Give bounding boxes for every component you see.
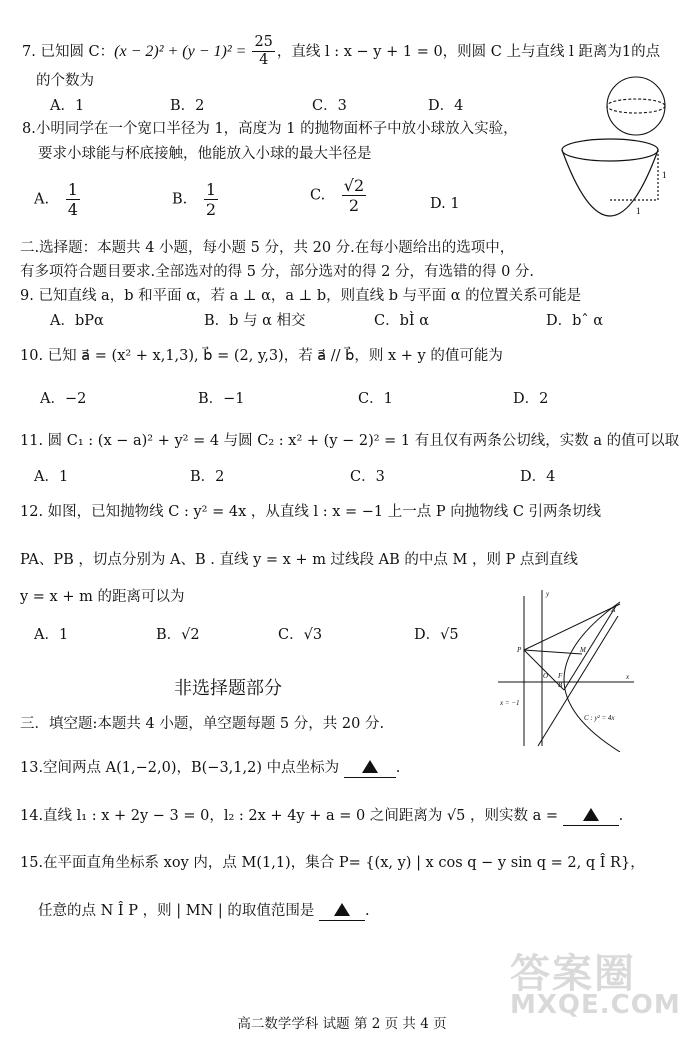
fig-label-b: B <box>558 681 563 689</box>
segment-pm <box>524 650 582 654</box>
q15-end: . <box>364 903 370 919</box>
q7-circle-equation: (x − 2)² + (y − 1)² = <box>114 42 251 60</box>
q11-option-a[interactable]: A．1 <box>34 469 69 485</box>
q8-option-d[interactable]: D. 1 <box>430 196 460 212</box>
fig-label-a: A <box>611 606 616 614</box>
q10-option-c[interactable]: C．1 <box>358 391 393 407</box>
q8-a-den: 4 <box>67 200 78 220</box>
q7-line1 <box>22 34 660 70</box>
q7-option-c[interactable]: C．3 <box>312 98 347 114</box>
q7-option-a[interactable]: A．1 <box>50 98 85 114</box>
q8-option-c-fraction <box>342 176 366 215</box>
watermark-top: 答案圈 <box>510 951 636 997</box>
tangent-pa <box>524 604 620 650</box>
fig-label-m: M <box>580 646 586 654</box>
q7-lead: 7. 已知圆 C： <box>22 43 115 60</box>
q8-line2: 要求小球能与杯底接触，他能放入小球的最大半径是 <box>38 146 372 162</box>
q8-option-c-label: C. <box>310 187 326 204</box>
q7-tail: ，直线 l : x − y + 1 = 0，则圆 C 上与直线 l 距离为1的点 <box>276 43 661 60</box>
q7-frac-num: 25 <box>252 34 274 52</box>
q13-answer-blank[interactable] <box>344 760 396 778</box>
q11-option-c[interactable]: C．3 <box>350 469 385 485</box>
q8-option-c[interactable] <box>310 176 368 215</box>
q12-option-b[interactable]: B．√2 <box>156 627 200 643</box>
q9-stem: 9. 已知直线 a，b 和平面 α，若 a ⊥ α，a ⊥ b，则直线 b 与平面 α 的位置关系可能是 <box>20 288 582 304</box>
q8-c-num: √2 <box>343 176 365 195</box>
q10-option-a[interactable]: A．−2 <box>40 391 87 407</box>
q12-option-d[interactable]: D．√5 <box>414 627 459 643</box>
q8-figure <box>560 72 670 222</box>
nonchoice-title: 非选择题部分 <box>174 678 282 699</box>
fig-label-p: P <box>517 646 522 654</box>
q7-frac-den: 4 <box>259 52 269 69</box>
q12-line1: 12. 如图，已知抛物线 C : y² = 4x ，从直线 l : x = −1 上一点 P 向抛物线 C 引两条切线 <box>20 504 602 520</box>
q13-line <box>20 760 400 778</box>
q10-option-d[interactable]: D．2 <box>513 391 549 407</box>
q13-end: . <box>395 760 401 776</box>
q11-option-d[interactable]: D．4 <box>520 469 556 485</box>
q7-option-d[interactable]: D．4 <box>428 98 464 114</box>
triangle-icon <box>583 808 599 821</box>
q8-fig-label-height: 1 <box>662 170 667 180</box>
q14-stem: 14.直线 l₁ : x + 2y − 3 = 0，l₂ : 2x + 4y + a = 0 之间距离为 √5 ，则实数 a = <box>20 808 559 824</box>
q14-end: . <box>618 808 624 824</box>
fig-label-o: O <box>543 672 549 680</box>
q7-fraction <box>252 34 274 70</box>
q8-c-den: 2 <box>348 196 360 216</box>
line-y-x-m <box>538 616 618 746</box>
q8-b-den: 2 <box>205 200 217 220</box>
q11-option-b[interactable]: B．2 <box>190 469 225 485</box>
q12-option-a[interactable]: A．1 <box>34 627 69 643</box>
q9-option-d[interactable]: D．bˆ α <box>546 313 604 329</box>
fig-label-curve: C : y² = 4x <box>584 714 615 722</box>
fig-label-y: y <box>546 590 550 598</box>
q12-option-c[interactable]: C．√3 <box>278 627 323 643</box>
q8-option-a[interactable] <box>34 180 82 219</box>
paraboloid-cup-icon <box>562 139 658 216</box>
q13-stem: 13.空间两点 A(1,−2,0)，B(−3,1,2) 中点坐标为 <box>20 760 340 776</box>
page-footer: 高二数学学科 试题 第 2 页 共 4 页 <box>237 1016 447 1032</box>
fig-label-x: x <box>626 673 630 681</box>
q15-line2 <box>38 903 370 921</box>
watermark-bottom: MXQE.COM <box>510 990 681 1020</box>
q8-a-num: 1 <box>67 180 78 199</box>
q15-answer-blank[interactable] <box>319 903 365 921</box>
q8-option-b-fraction <box>204 180 218 219</box>
q8-b-num: 1 <box>205 180 217 199</box>
q8-option-b-label: B. <box>172 191 188 208</box>
q10-option-b[interactable]: B．−1 <box>198 391 245 407</box>
q8-fig-label-width: 1 <box>636 206 641 216</box>
q15-line1: 15.在平面直角坐标系 xoy 内，点 M(1,1)，集合 P= {(x, y) | x cos q − y sin q = 2, q Î R}， <box>20 855 645 871</box>
q12-figure <box>498 586 648 752</box>
q11-stem: 11. 圆 C₁ : (x − a)² + y² = 4 与圆 C₂ : x² + (y − 2)² = 1 有且仅有两条公切线，实数 a 的值可以取 <box>20 433 680 449</box>
q9-option-b[interactable]: B．b 与 α 相交 <box>204 313 306 329</box>
q14-line <box>20 808 623 826</box>
q8-option-a-fraction <box>66 180 80 219</box>
q9-option-c[interactable]: C．bÌ α <box>374 313 430 329</box>
fig-label-line-l: x = −1 <box>500 699 520 707</box>
q8-option-a-label: A. <box>34 191 50 208</box>
q15-stem: 任意的点 N Î P ，则 | MN | 的取值范围是 <box>38 903 315 919</box>
q9-option-a[interactable]: A．bPα <box>50 313 104 329</box>
ball-icon <box>607 77 665 135</box>
section2-line1: 二.选择题：本题共 4 小题，每小题 5 分，共 20 分.在每小题给出的选项中， <box>20 240 515 256</box>
section2-line2: 有多项符合题目要求.全部选对的得 5 分，部分选对的得 2 分，有选错的得 0 分. <box>20 264 535 280</box>
q7-option-b[interactable]: B．2 <box>170 98 205 114</box>
q12-line3: y = x + m 的距离可以为 <box>20 589 185 605</box>
q12-line2: PA、PB ，切点分别为 A、B . 直线 y = x + m 过线段 AB 的中点 M ，则 P 点到直线 <box>20 552 578 568</box>
q10-stem: 10. 已知 a⃗ = (x² + x,1,3), b⃗ = (2, y,3)，若 a⃗ // b⃗，则 x + y 的值可能为 <box>20 348 503 364</box>
fig-label-f: F <box>558 672 563 680</box>
q8-option-b[interactable] <box>172 180 220 219</box>
q8-line1: 8.小明同学在一个宽口半径为 1，高度为 1 的抛物面杯子中放小球放入实验， <box>22 121 518 137</box>
triangle-icon <box>334 903 350 916</box>
triangle-icon <box>362 760 378 773</box>
fill-in-header: 三．填空题:本题共 4 小题，单空题每题 5 分，共 20 分. <box>20 716 385 732</box>
q7-line2: 的个数为 <box>36 73 94 89</box>
q14-answer-blank[interactable] <box>563 808 619 826</box>
